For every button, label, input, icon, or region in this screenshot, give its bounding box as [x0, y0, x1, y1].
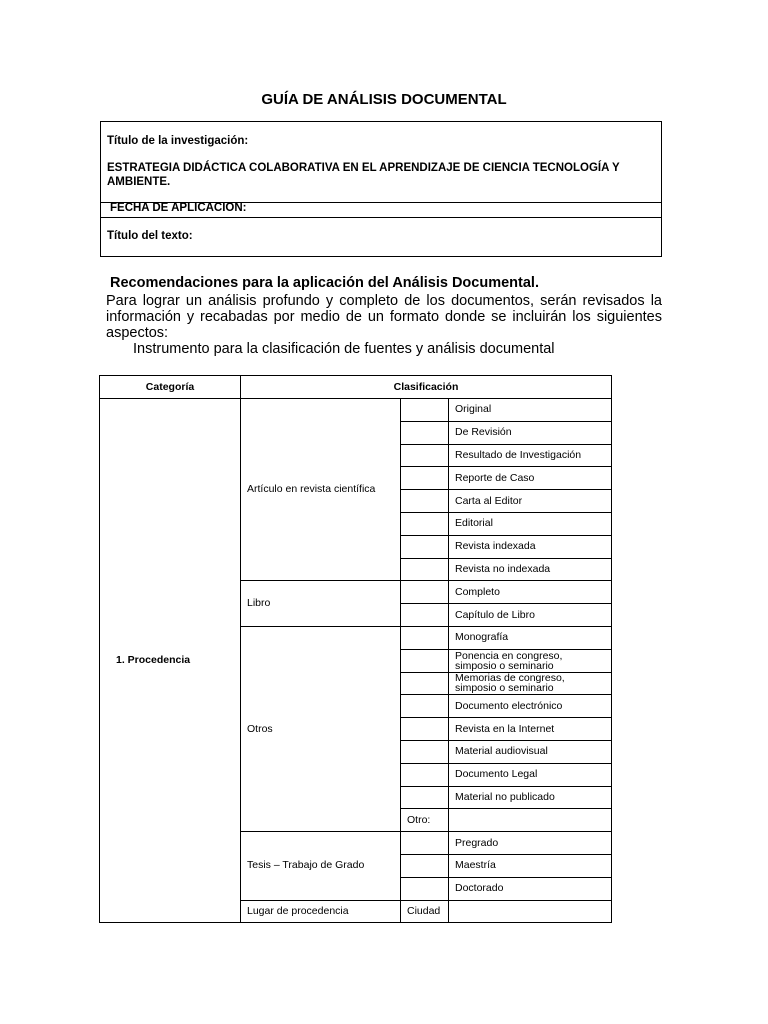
checkbox-cell[interactable]	[401, 786, 449, 809]
option-documento-legal: Documento Legal	[449, 763, 612, 786]
checkbox-cell[interactable]	[401, 558, 449, 581]
option-material-audiovisual: Material audiovisual	[449, 740, 612, 763]
other-label: Otro:	[401, 809, 449, 832]
option-original: Original	[449, 399, 612, 422]
checkbox-cell[interactable]	[401, 399, 449, 422]
research-title-value: ESTRATEGIA DIDÁCTICA COLABORATIVA EN EL APRENDIZAJE DE CIENCIA TECNOLOGÍA Y AMBIENTE.	[107, 162, 620, 188]
city-input-cell[interactable]	[449, 900, 612, 923]
checkbox-cell[interactable]	[401, 512, 449, 535]
type-article: Artículo en revista científica	[241, 399, 401, 581]
type-thesis: Tesis – Trabajo de Grado	[241, 832, 401, 900]
option-memorias: Memorias de congreso, simposio o seminario	[449, 672, 612, 695]
header-classification: Clasificación	[241, 376, 612, 399]
research-title-label: Título de la investigación:	[107, 135, 249, 147]
type-book: Libro	[241, 581, 401, 627]
option-revista-internet: Revista en la Internet	[449, 718, 612, 741]
option-documento-electronico: Documento electrónico	[449, 695, 612, 718]
checkbox-cell[interactable]	[401, 672, 449, 695]
checkbox-cell[interactable]	[401, 649, 449, 672]
instrument-caption: Instrumento para la clasificación de fuentes y análisis documental	[133, 341, 555, 357]
option-completo: Completo	[449, 581, 612, 604]
type-origin: Lugar de procedencia	[241, 900, 401, 923]
option-revista-no-indexada: Revista no indexada	[449, 558, 612, 581]
document-title: GUÍA DE ANÁLISIS DOCUMENTAL	[261, 91, 507, 108]
checkbox-cell[interactable]	[401, 877, 449, 900]
option-editorial: Editorial	[449, 512, 612, 535]
checkbox-cell[interactable]	[401, 604, 449, 627]
checkbox-cell[interactable]	[401, 581, 449, 604]
checkbox-cell[interactable]	[401, 490, 449, 513]
checkbox-cell[interactable]	[401, 444, 449, 467]
option-material-no-publicado: Material no publicado	[449, 786, 612, 809]
option-capitulo-libro: Capítulo de Libro	[449, 604, 612, 627]
checkbox-cell[interactable]	[401, 832, 449, 855]
category-procedencia: 1. Procedencia	[100, 399, 241, 923]
recommendations-body: Para lograr un análisis profundo y completo de los documentos, serán revisados la información y recabadas por medio de un formato donde se incluirán los siguientes aspectos:	[106, 293, 662, 341]
checkbox-cell[interactable]	[401, 467, 449, 490]
table-row	[100, 399, 612, 422]
option-reporte-caso: Reporte de Caso	[449, 467, 612, 490]
option-resultado-investigacion: Resultado de Investigación	[449, 444, 612, 467]
recommendations-heading: Recomendaciones para la aplicación del Análisis Documental.	[110, 275, 539, 291]
option-revista-indexada: Revista indexada	[449, 535, 612, 558]
application-date-label: FECHA DE APLICACION:	[110, 202, 247, 214]
classification-table	[99, 375, 612, 923]
table-header-row	[100, 376, 612, 399]
research-info-box	[100, 121, 662, 257]
header-category: Categoría	[100, 376, 241, 399]
type-others: Otros	[241, 626, 401, 831]
checkbox-cell[interactable]	[401, 740, 449, 763]
text-title-label: Título del texto:	[107, 230, 193, 242]
option-doctorado: Doctorado	[449, 877, 612, 900]
city-label: Ciudad	[401, 900, 449, 923]
other-input-cell[interactable]	[449, 809, 612, 832]
checkbox-cell[interactable]	[401, 535, 449, 558]
option-maestria: Maestría	[449, 854, 612, 877]
checkbox-cell[interactable]	[401, 718, 449, 741]
checkbox-cell[interactable]	[401, 421, 449, 444]
option-de-revision: De Revisión	[449, 421, 612, 444]
option-monografia: Monografía	[449, 626, 612, 649]
option-pregrado: Pregrado	[449, 832, 612, 855]
checkbox-cell[interactable]	[401, 763, 449, 786]
checkbox-cell[interactable]	[401, 626, 449, 649]
option-carta-editor: Carta al Editor	[449, 490, 612, 513]
checkbox-cell[interactable]	[401, 854, 449, 877]
option-ponencia: Ponencia en congreso, simposio o seminario	[449, 649, 612, 672]
checkbox-cell[interactable]	[401, 695, 449, 718]
info-box-divider	[101, 217, 661, 218]
